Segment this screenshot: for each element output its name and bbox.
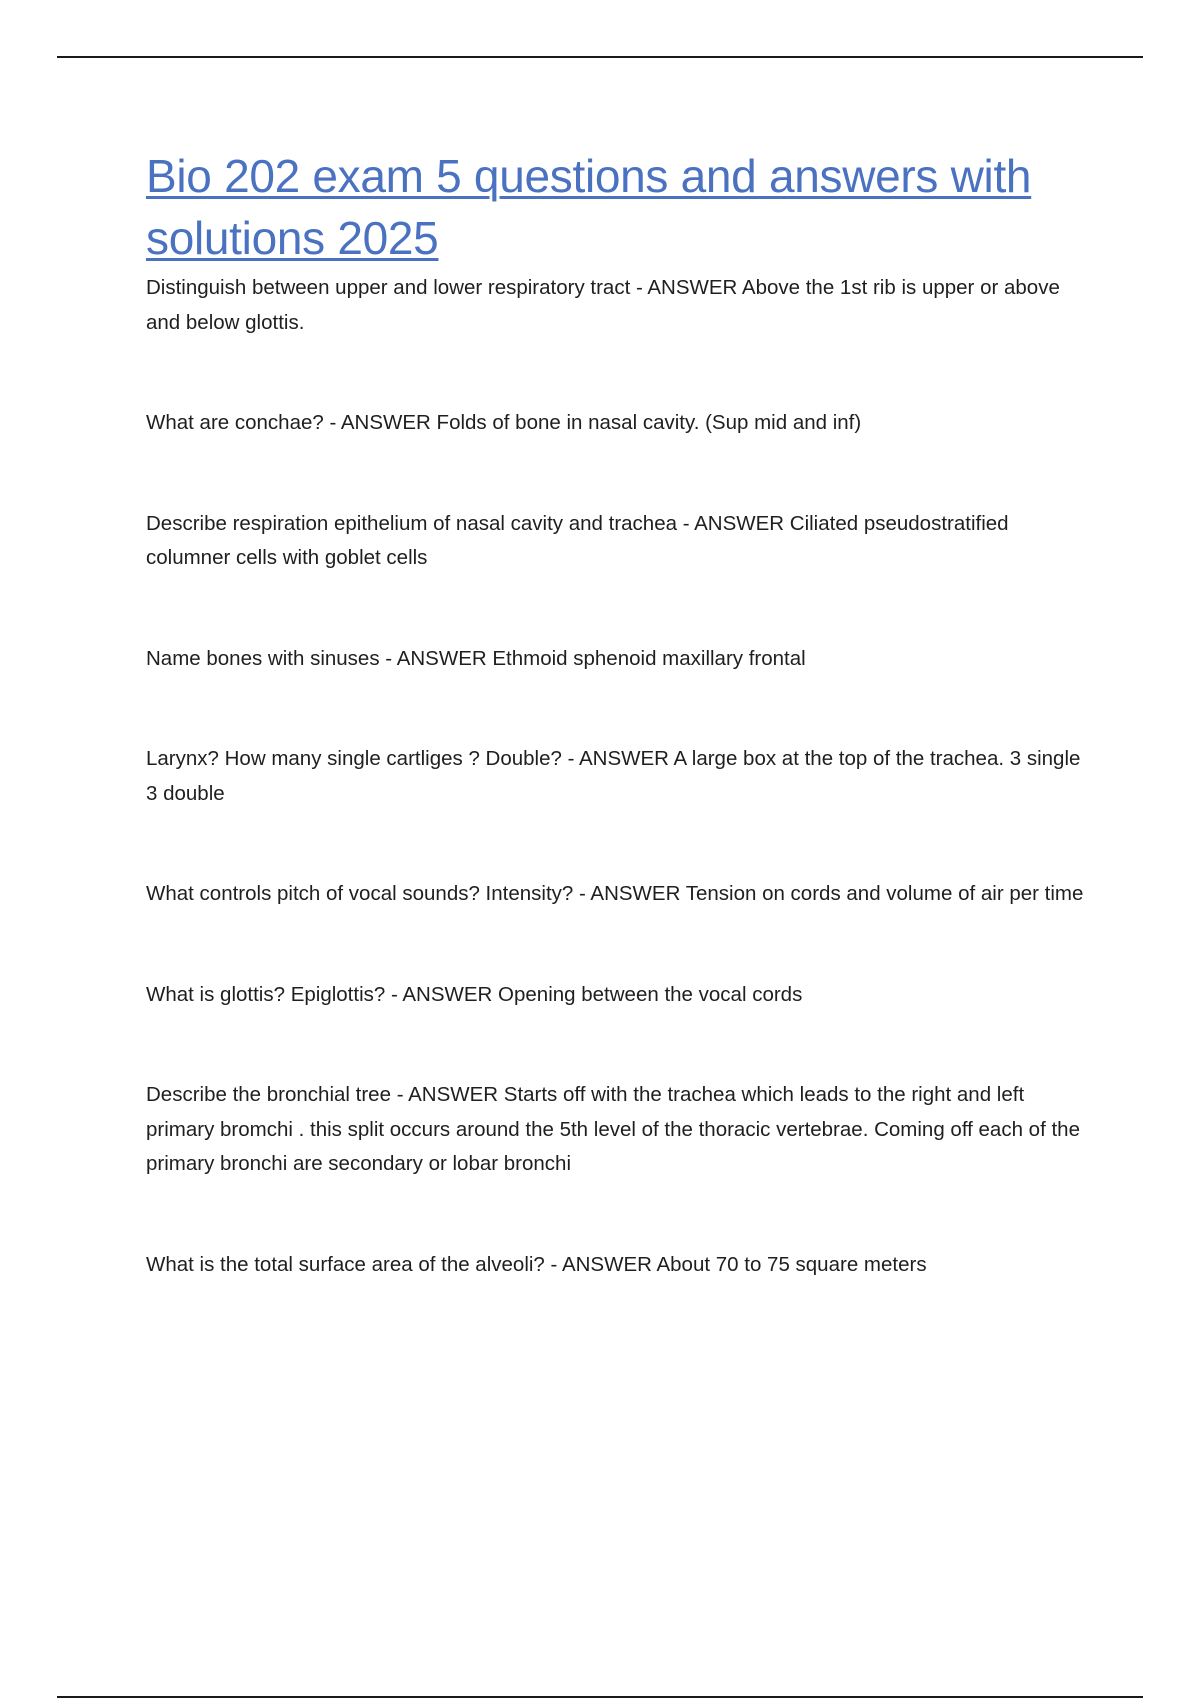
qa-item [146,1248,1096,1283]
document-title[interactable]: Bio 202 exam 5 questions and answers with solutions 2025 [146,150,1032,264]
qa-separator: - [544,1252,562,1276]
qa-separator: - [391,1083,409,1106]
qa-question: Larynx? How many single cartliges ? Double? [146,747,562,770]
qa-separator: - [385,982,403,1006]
qa-item [146,406,1096,441]
qa-question: What controls pitch of vocal sounds? Intensity? [146,882,574,905]
qa-item [146,642,1096,677]
bottom-rule [57,1696,1143,1698]
qa-answer: ANSWER Folds of bone in nasal cavity. (Sup mid and inf) [340,411,862,434]
qa-answer: ANSWER Ciliated pseudostratified columner cells with goblet cells [146,511,1009,569]
qa-item [146,507,1096,576]
qa-separator: - [573,882,591,905]
qa-separator: - [323,411,341,434]
qa-answer: ANSWER About 70 to 75 square meters [561,1252,927,1276]
document-body [146,145,1096,1348]
qa-item [146,877,1096,912]
qa-answer: ANSWER Starts off with the trachea which leads to the right and left primary bromchi . this split occurs around the 5th level of the thoracic vertebrae. Coming off each of the primary bronchi are secondary or lobar bronchi [146,1083,1080,1175]
qa-question: What are conchae? [146,411,324,434]
qa-answer: ANSWER Above the 1st rib is upper or above and below glottis. [146,276,1060,334]
qa-answer: ANSWER Ethmoid sphenoid maxillary frontal [396,646,806,670]
qa-separator: - [630,276,648,299]
qa-list [146,271,1096,1282]
qa-item [146,1078,1096,1182]
qa-answer: ANSWER Opening between the vocal cords [402,982,803,1006]
qa-question: Describe respiration epithelium of nasal cavity and trachea [146,511,677,535]
qa-item [146,978,1096,1013]
top-rule [57,56,1143,58]
qa-item [146,742,1096,811]
qa-separator: - [677,511,695,535]
qa-question: Distinguish between upper and lower respiratory tract [146,276,631,299]
qa-question: What is glottis? Epiglottis? [146,982,386,1006]
qa-item [146,271,1096,340]
qa-question: Describe the bronchial tree [146,1083,391,1106]
qa-question: Name bones with sinuses [146,646,380,670]
qa-answer: ANSWER A large box at the top of the trachea. 3 single 3 double [146,747,1081,805]
qa-separator: - [379,646,397,670]
qa-question: What is the total surface area of the alveoli? [146,1252,545,1276]
qa-answer: ANSWER Tension on cords and volume of air per time [590,882,1084,905]
qa-separator: - [561,747,579,770]
